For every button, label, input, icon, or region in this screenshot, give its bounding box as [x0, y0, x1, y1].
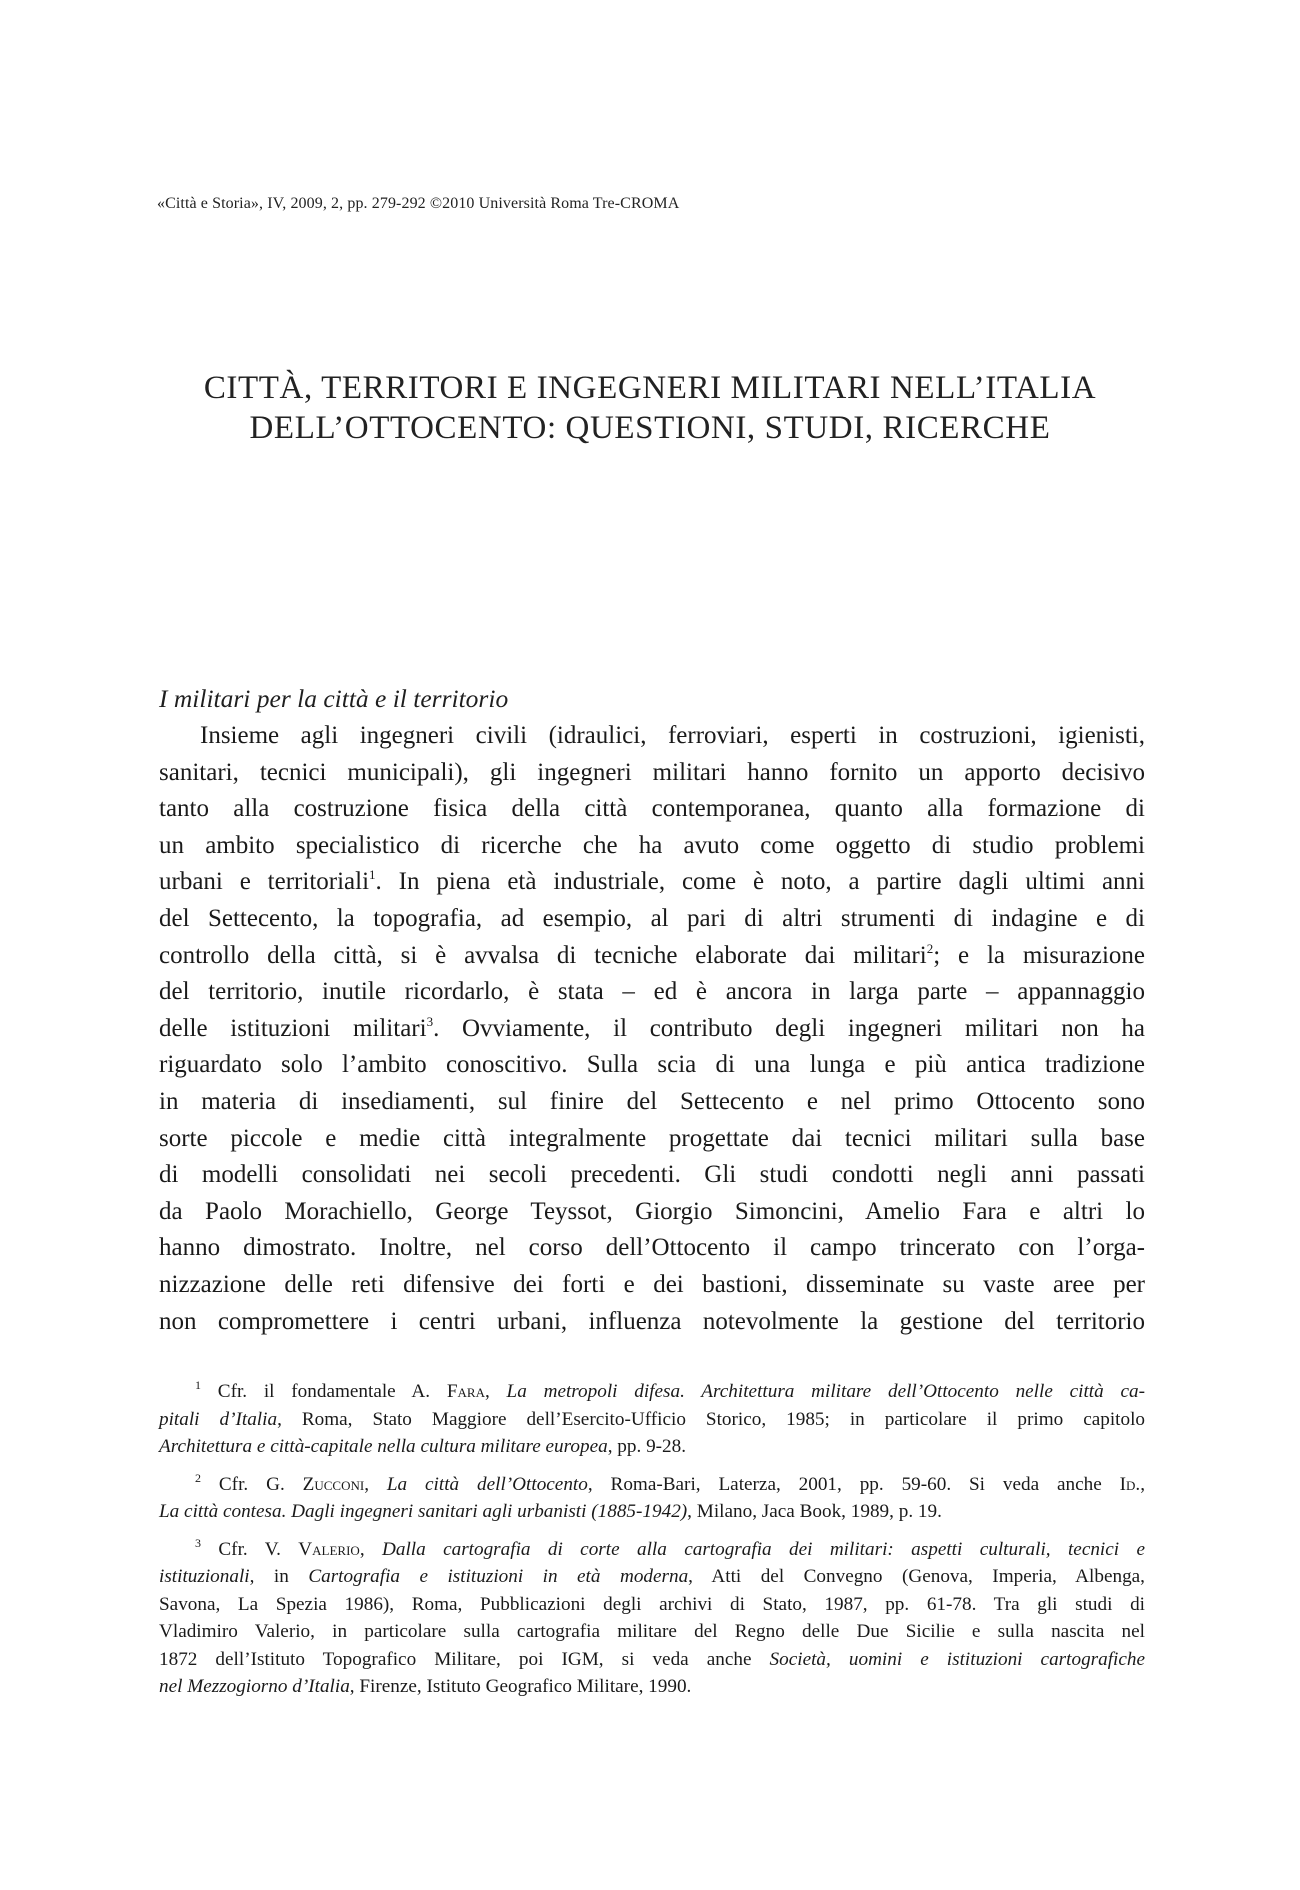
body-text-segment: . Ovviamente, il contributo degli ingegneri militari non ha	[433, 1014, 1145, 1042]
footnote-author: Valerio	[298, 1538, 360, 1560]
body-line: riguardato solo l’ambito conoscitivo. Sulla scia di una lunga e più antica tradizione	[159, 1051, 1145, 1079]
body-text-segment: . In piena età industriale, come è noto, a partire dagli ultimi anni	[375, 868, 1145, 896]
footnote-ref-3[interactable]: 3	[426, 1013, 434, 1029]
body-line: in materia di insediamenti, sul finire del Settecento e nel primo Ottocento sono	[159, 1087, 1145, 1115]
body-text-segment: urbani e territoriali	[159, 868, 370, 896]
title-line-2: DELL’OTTOCENTO: QUESTIONI, STUDI, RICERCHE	[249, 410, 1051, 446]
body-line: nizzazione delle reti difensive dei forti e dei bastioni, disseminate su vaste aree per	[159, 1270, 1145, 1298]
footnote-line	[159, 1378, 1145, 1406]
body-line: tanto alla costruzione fisica della città contemporanea, quanto alla formazione di	[159, 795, 1145, 823]
footnote-text: ,	[364, 1473, 387, 1495]
footnote-text: , Roma, Stato Maggiore dell’Esercito-Ufficio Storico, 1985; in particolare il primo capitolo	[277, 1408, 1145, 1430]
footnote-text: , pp. 9-28.	[607, 1436, 687, 1457]
footnote-author: Fara	[446, 1381, 485, 1402]
footnote-line	[159, 1563, 1145, 1591]
footnote-text: , in	[249, 1566, 309, 1587]
footnote-text: , Roma-Bari, Laterza, 2001, pp. 59-60. Si veda anche	[587, 1473, 1120, 1495]
footnote-3	[159, 1536, 1145, 1701]
footnote-author: Zucconi	[302, 1473, 365, 1495]
body-line: del territorio, inutile ricordarlo, è stata – ed è ancora in larga parte – appannaggio	[159, 978, 1145, 1006]
footnote-ibid: Id	[1119, 1473, 1136, 1495]
footnote-number: 2	[195, 1470, 201, 1485]
body-line: del Settecento, la topografia, ad esempio, al pari di altri strumenti di indagine e di	[159, 904, 1145, 932]
body-line	[159, 938, 1145, 975]
footnote-text: , Milano, Jaca Book, 1989, p. 19.	[687, 1501, 942, 1522]
footnote-line	[159, 1536, 1145, 1564]
footnotes	[159, 1378, 1145, 1711]
footnote-ref-1[interactable]: 1	[369, 867, 376, 883]
body-text-segment: delle istituzioni militari	[159, 1014, 427, 1042]
body-line: non compromettere i centri urbani, influenza notevolmente la gestione del territorio	[159, 1307, 1145, 1335]
footnote-title: pitali d’Italia	[159, 1408, 278, 1430]
footnote-title: Dalla cartografia di corte alla cartografia dei militari: aspetti culturali, tecnici e	[382, 1538, 1146, 1560]
body-line: sanitari, tecnici municipali), gli ingegneri militari hanno fornito un apporto decisivo	[159, 758, 1145, 786]
body-line: Insieme agli ingegneri civili (idraulici, ferroviari, esperti in costruzioni, igienisti,	[200, 722, 1145, 749]
footnote-line	[159, 1673, 1145, 1701]
footnote-line: Savona, La Spezia 1986), Roma, Pubblicazioni degli archivi di Stato, 1987, pp. 61-78. Tra gli studi di	[159, 1593, 1145, 1615]
footnote-text: 1872 dell’Istituto Topografico Militare, poi IGM, si veda anche	[159, 1648, 770, 1670]
body-line: di modelli consolidati nei secoli precedenti. Gli studi condotti negli anni passati	[159, 1161, 1145, 1189]
title-line-1: CITTÀ, TERRITORI E INGEGNERI MILITARI NELL’ITALIA	[203, 370, 1097, 406]
footnote-line	[159, 1646, 1145, 1674]
footnote-title: La città contesa. Dagli ingegneri sanitari agli urbanisti (1885-1942)	[159, 1501, 688, 1522]
footnote-title: Società, uomini e istituzioni cartografiche	[769, 1648, 1146, 1670]
footnote-line	[159, 1471, 1145, 1499]
footnote-text: Cfr. G.	[201, 1473, 303, 1495]
body-line: sorte piccole e medie città integralmente progettate dai tecnici militari sulla base	[159, 1124, 1145, 1152]
footnote-title: Architettura e città-capitale nella cultura militare europea	[159, 1436, 608, 1457]
body-line	[159, 1011, 1145, 1048]
footnote-line	[159, 1433, 1145, 1461]
section-heading: I militari per la città e il territorio	[159, 684, 509, 713]
footnote-2	[159, 1471, 1145, 1526]
footnote-number: 1	[195, 1378, 201, 1392]
body-line: hanno dimostrato. Inoltre, nel corso dell’Ottocento il campo trincerato con l’orga-	[159, 1234, 1145, 1262]
footnote-title: La metropoli difesa. Architettura militare dell’Ottocento nelle città ca-	[506, 1381, 1145, 1402]
footnote-text: ,	[359, 1538, 382, 1560]
footnote-title: La città dell’Ottocento	[386, 1473, 588, 1495]
body-text-segment: ; e la misurazione	[933, 941, 1145, 969]
footnote-1	[159, 1378, 1145, 1461]
footnote-line: Vladimiro Valerio, in particolare sulla cartografia militare del Regno delle Due Sicilie e sulla nascita nel	[159, 1621, 1145, 1642]
footnote-text: ,	[484, 1381, 507, 1402]
footnote-text: .,	[1135, 1473, 1145, 1495]
body-text-segment: controllo della città, si è avvalsa di tecniche elaborate dai militari	[159, 941, 927, 969]
footnote-title: nel Mezzogiorno d’Italia	[159, 1676, 350, 1697]
article-title	[130, 368, 1170, 448]
footnote-text: Cfr. il fondamentale A.	[201, 1381, 447, 1402]
footnote-text: , Atti del Convegno (Genova, Imperia, Albenga,	[688, 1566, 1145, 1587]
footnote-number: 3	[195, 1535, 201, 1550]
footnote-ref-2[interactable]: 2	[926, 940, 934, 956]
body-line: un ambito specialistico di ricerche che ha avuto come oggetto di studio problemi	[159, 831, 1145, 859]
footnote-text: , Firenze, Istituto Geografico Militare, 1990.	[349, 1676, 692, 1697]
journal-citation: «Città e Storia», IV, 2009, 2, pp. 279-292 ©2010 Università Roma Tre-CROMA	[157, 195, 680, 212]
footnote-line	[159, 1498, 1145, 1526]
footnote-text: Cfr. V.	[201, 1538, 299, 1560]
body-paragraph	[159, 718, 1145, 1340]
footnote-title: Cartografia e istituzioni in età moderna	[308, 1566, 689, 1587]
body-line	[159, 864, 1145, 901]
footnote-line	[159, 1406, 1145, 1434]
body-line: da Paolo Morachiello, George Teyssot, Giorgio Simoncini, Amelio Fara e altri lo	[159, 1197, 1145, 1225]
footnote-title: istituzionali	[159, 1566, 250, 1587]
